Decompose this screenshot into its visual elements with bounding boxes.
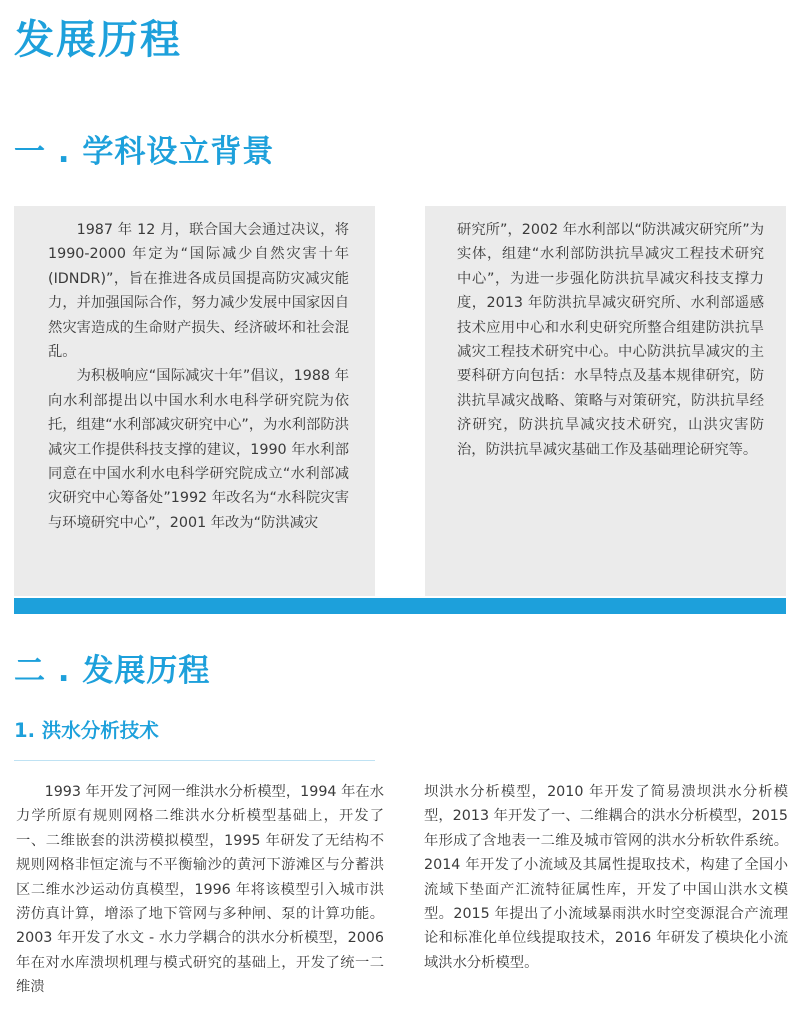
flood-analysis-column-left — [16, 780, 384, 1000]
background-paragraph-2: 为积极响应“国际减灾十年”倡议，1988 年向水利部提出以中国水利水电科学研究院为依托，组建“水利部减灾研究中心”，为水利部防洪减灾工作提供科技支撑的建议，1990 年水利部同意在中国水利水电科学研究院成立“水利部减灾研究中心筹备处”1992 年改名为“水科院灾害与环境研究中心”，2001 年改为“防洪减灾 — [48, 368, 349, 531]
section-heading-background: 一 . 学科设立背景 — [14, 134, 275, 170]
background-paragraph-3: 研究所”，2002 年水利部以“防洪减灾研究所”为实体，组建“水利部防洪抗旱减灾工程技术研究中心”，为进一步强化防洪抗旱减灾科技支撑力度，2013 年防洪抗旱减灾研究所、水利部遥感技术应用中心和水利史研究所整合组建防洪抗旱减灾工程技术研究中心。中心防洪抗旱减灾的主要科研方向包括：水旱特点及基本规律研究，防洪抗旱减灾战略、策略与对策研究，防洪抗旱经济研究，防洪抗旱减灾技术研究，山洪灾害防治，防洪抗旱减灾基础工作及基础理论研究等。 — [457, 222, 764, 458]
subsection-heading-flood-analysis: 1. 洪水分析技术 — [14, 719, 159, 742]
background-text-box-right — [425, 206, 786, 596]
flood-analysis-column-right — [424, 780, 788, 975]
flood-analysis-paragraph-right: 坝洪水分析模型，2010 年开发了简易溃坝洪水分析模型，2013 年开发了一、二维耦合的洪水分析模型，2015 年形成了含地表一二维及城市管网的洪水分析软件系统。2014 年开发了小流域及其属性提取技术，构建了全国小流域下垫面产汇流特征属性库，开发了中国山洪水文模型。2015 年提出了小流域暴雨洪水时空变源混合产流理论和标准化单位线提取技术，2016 年研发了模块化小流域洪水分析模型。 — [424, 784, 788, 971]
section-heading-history: 二 . 发展历程 — [14, 653, 211, 689]
flood-analysis-paragraph-left: 1993 年开发了河网一维洪水分析模型，1994 年在水力学所原有规则网格二维洪水分析模型基础上，开发了一、二维嵌套的洪涝模拟模型，1995 年研发了无结构不规则网格非恒定流与不平衡输沙的黄河下游滩区与分蓄洪区二维水沙运动仿真模型，1996 年将该模型引入城市洪涝仿真计算，增添了地下管网与多种闸、泵的计算功能。2003 年开发了水文 - 水力学耦合的洪水分析模型，2006 年在对水库溃坝机理与模式研究的基础上，开发了统一二维溃 — [16, 784, 384, 996]
background-paragraph-1: 1987 年 12 月，联合国大会通过决议，将 1990-2000 年定为“国际减少自然灾害十年 (IDNDR)”，旨在推进各成员国提高防灾减灾能力，并加强国际合作，努力减少发展中国家因自然灾害造成的生命财产损失、经济破坏和社会混乱。 — [48, 222, 349, 361]
subsection-rule — [14, 760, 375, 761]
section-divider-bar — [14, 598, 786, 614]
background-text-box-left — [14, 206, 375, 596]
page-title: 发展历程 — [14, 17, 182, 63]
